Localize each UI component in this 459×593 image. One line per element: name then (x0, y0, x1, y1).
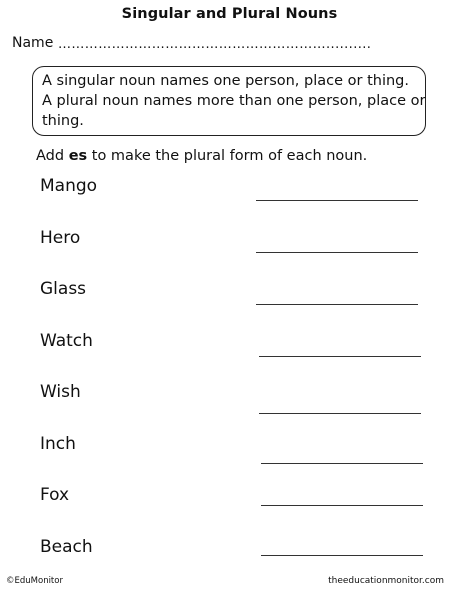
noun-word: Watch (40, 331, 93, 351)
noun-word: Fox (40, 485, 70, 505)
answer-line (256, 252, 418, 253)
name-write-line: …………………………………………………….......... (58, 37, 372, 52)
definition-box (32, 66, 426, 136)
worksheet-title: Singular and Plural Nouns (121, 6, 338, 22)
definition-line-1: A singular noun names one person, place or thing. (42, 73, 409, 89)
instruction-before: Add (36, 148, 65, 164)
instruction-keyword: es (68, 148, 88, 164)
noun-word: Glass (40, 279, 87, 299)
definition-line-2: A plural noun names more than one person, place or (42, 93, 426, 109)
answer-line (261, 555, 423, 556)
answer-line (259, 413, 421, 414)
noun-word: Wish (40, 382, 81, 402)
instruction-after: to make the plural form of each noun. (91, 148, 368, 164)
answer-line (256, 200, 418, 201)
copyright-notice: ©EduMonitor (6, 576, 63, 586)
noun-word: Hero (40, 228, 81, 248)
definition-line-3: thing. (42, 113, 84, 129)
answer-line (261, 463, 423, 464)
noun-word: Mango (40, 176, 98, 196)
website-credit: theeducationmonitor.com (328, 576, 444, 586)
answer-line (256, 304, 418, 305)
answer-line (261, 505, 423, 506)
answer-line (259, 356, 421, 357)
noun-word: Inch (40, 434, 76, 454)
name-label: Name (12, 35, 54, 51)
noun-word: Beach (40, 537, 93, 557)
instruction-text (36, 148, 367, 164)
